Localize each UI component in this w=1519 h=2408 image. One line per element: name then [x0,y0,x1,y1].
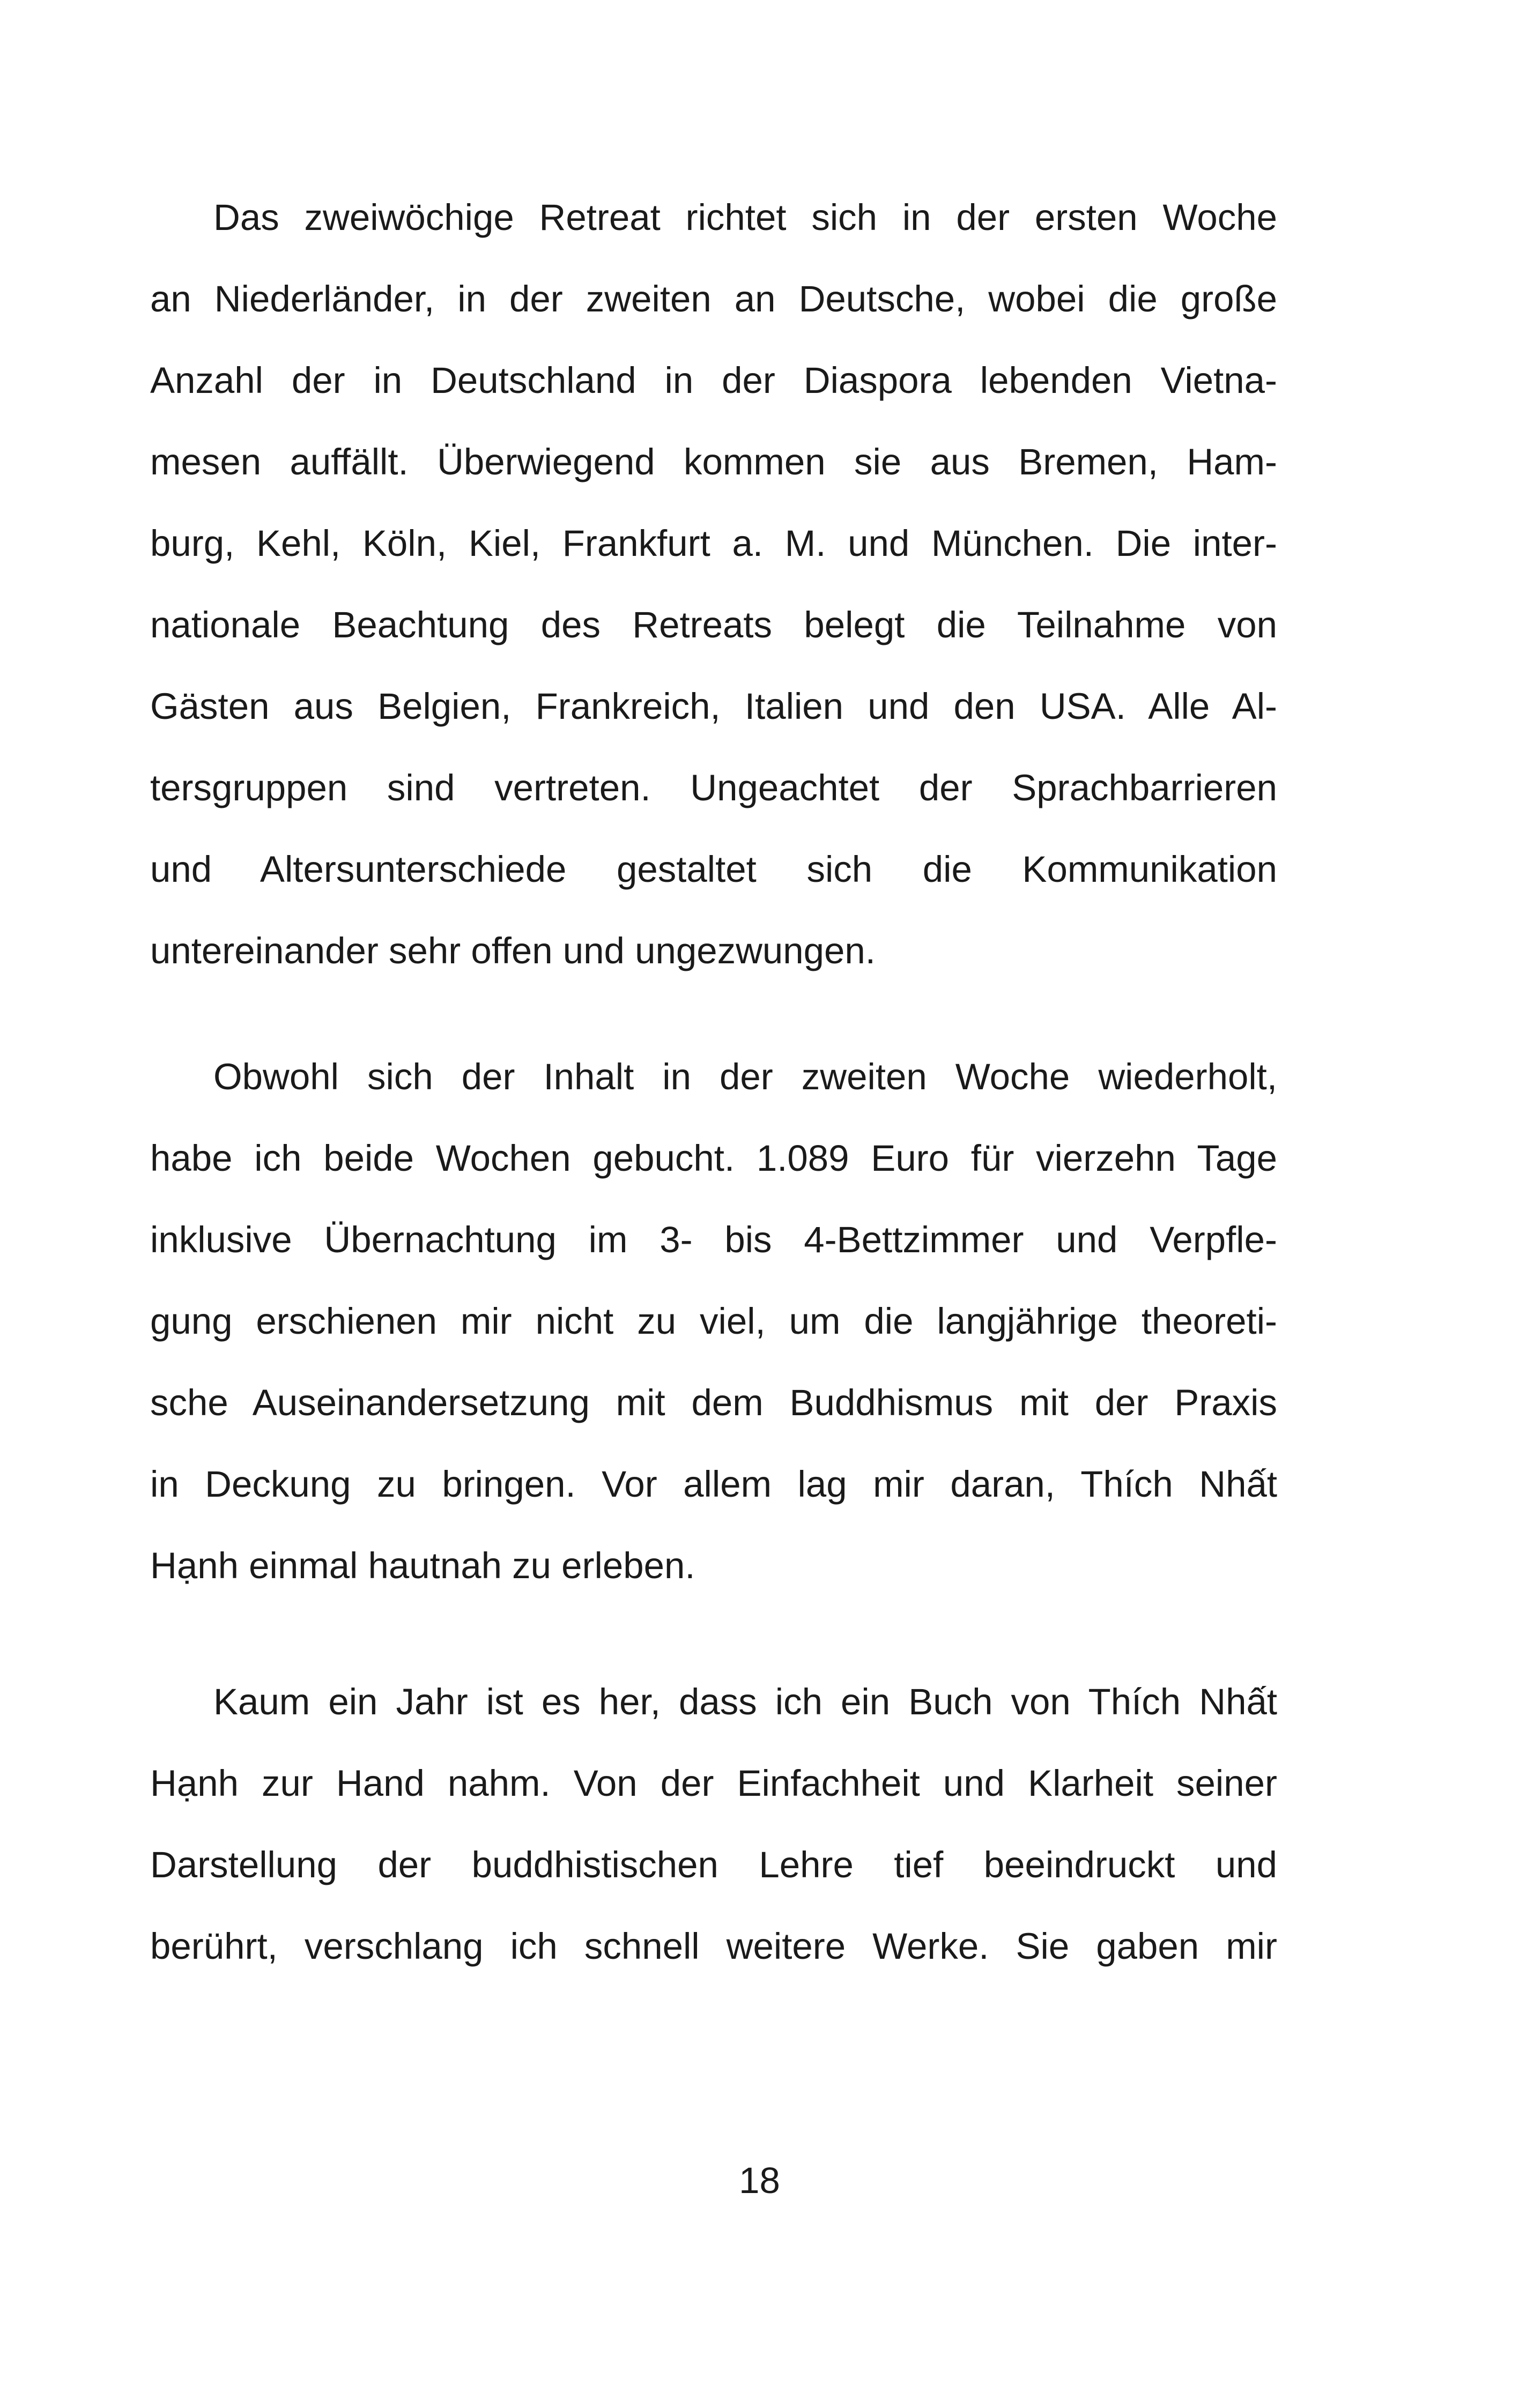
text-line: Darstellung der buddhistischen Lehre tief beeindruckt und [150,1844,1277,1885]
text-line: burg, Kehl, Köln, Kiel, Frankfurt a. M. und München. Die inter- [150,523,1277,564]
text-line: untereinander sehr offen und ungezwungen. [150,930,876,971]
text-line: berührt, verschlang ich schnell weitere Werke. Sie gaben mir [150,1926,1277,1967]
text-line: und Altersunterschiede gestaltet sich die Kommunikation [150,849,1277,890]
paragraph [150,1036,1277,1607]
text-line: nationale Beachtung des Retreats belegt die Teilnahme von [150,604,1277,645]
text-line: an Niederländer, in der zweiten an Deutsche, wobei die große [150,278,1277,319]
text-line: Hạnh einmal hautnah zu erleben. [150,1545,695,1586]
text-line: Kaum ein Jahr ist es her, dass ich ein Buch von Thích Nhất [213,1681,1277,1722]
text-line: inklusive Übernachtung im 3- bis 4-Bettzimmer und Verpfle- [150,1219,1277,1260]
text-line: habe ich beide Wochen gebucht. 1.089 Euro für vierzehn Tage [150,1138,1277,1179]
text-line: Hạnh zur Hand nahm. Von der Einfachheit und Klarheit seiner [150,1763,1277,1804]
page-number: 18 [739,2160,780,2201]
paragraph [150,1661,1277,1987]
text-line: mesen auffällt. Überwiegend kommen sie aus Bremen, Ham- [150,441,1277,482]
text-line: Gästen aus Belgien, Frankreich, Italien und den USA. Alle Al- [150,686,1277,727]
text-line: Das zweiwöchige Retreat richtet sich in der ersten Woche [213,197,1277,238]
paragraph [150,177,1277,992]
text-line: tersgruppen sind vertreten. Ungeachtet der Sprachbarrieren [150,767,1277,808]
text-line: Obwohl sich der Inhalt in der zweiten Woche wiederholt, [213,1056,1277,1097]
text-line: in Deckung zu bringen. Vor allem lag mir daran, Thích Nhất [150,1463,1277,1505]
text-line: Anzahl der in Deutschland in der Diaspora lebenden Vietna- [150,360,1277,401]
text-line: gung erschienen mir nicht zu viel, um die langjährige theoreti- [150,1300,1277,1342]
text-line: sche Auseinandersetzung mit dem Buddhismus mit der Praxis [150,1382,1277,1423]
